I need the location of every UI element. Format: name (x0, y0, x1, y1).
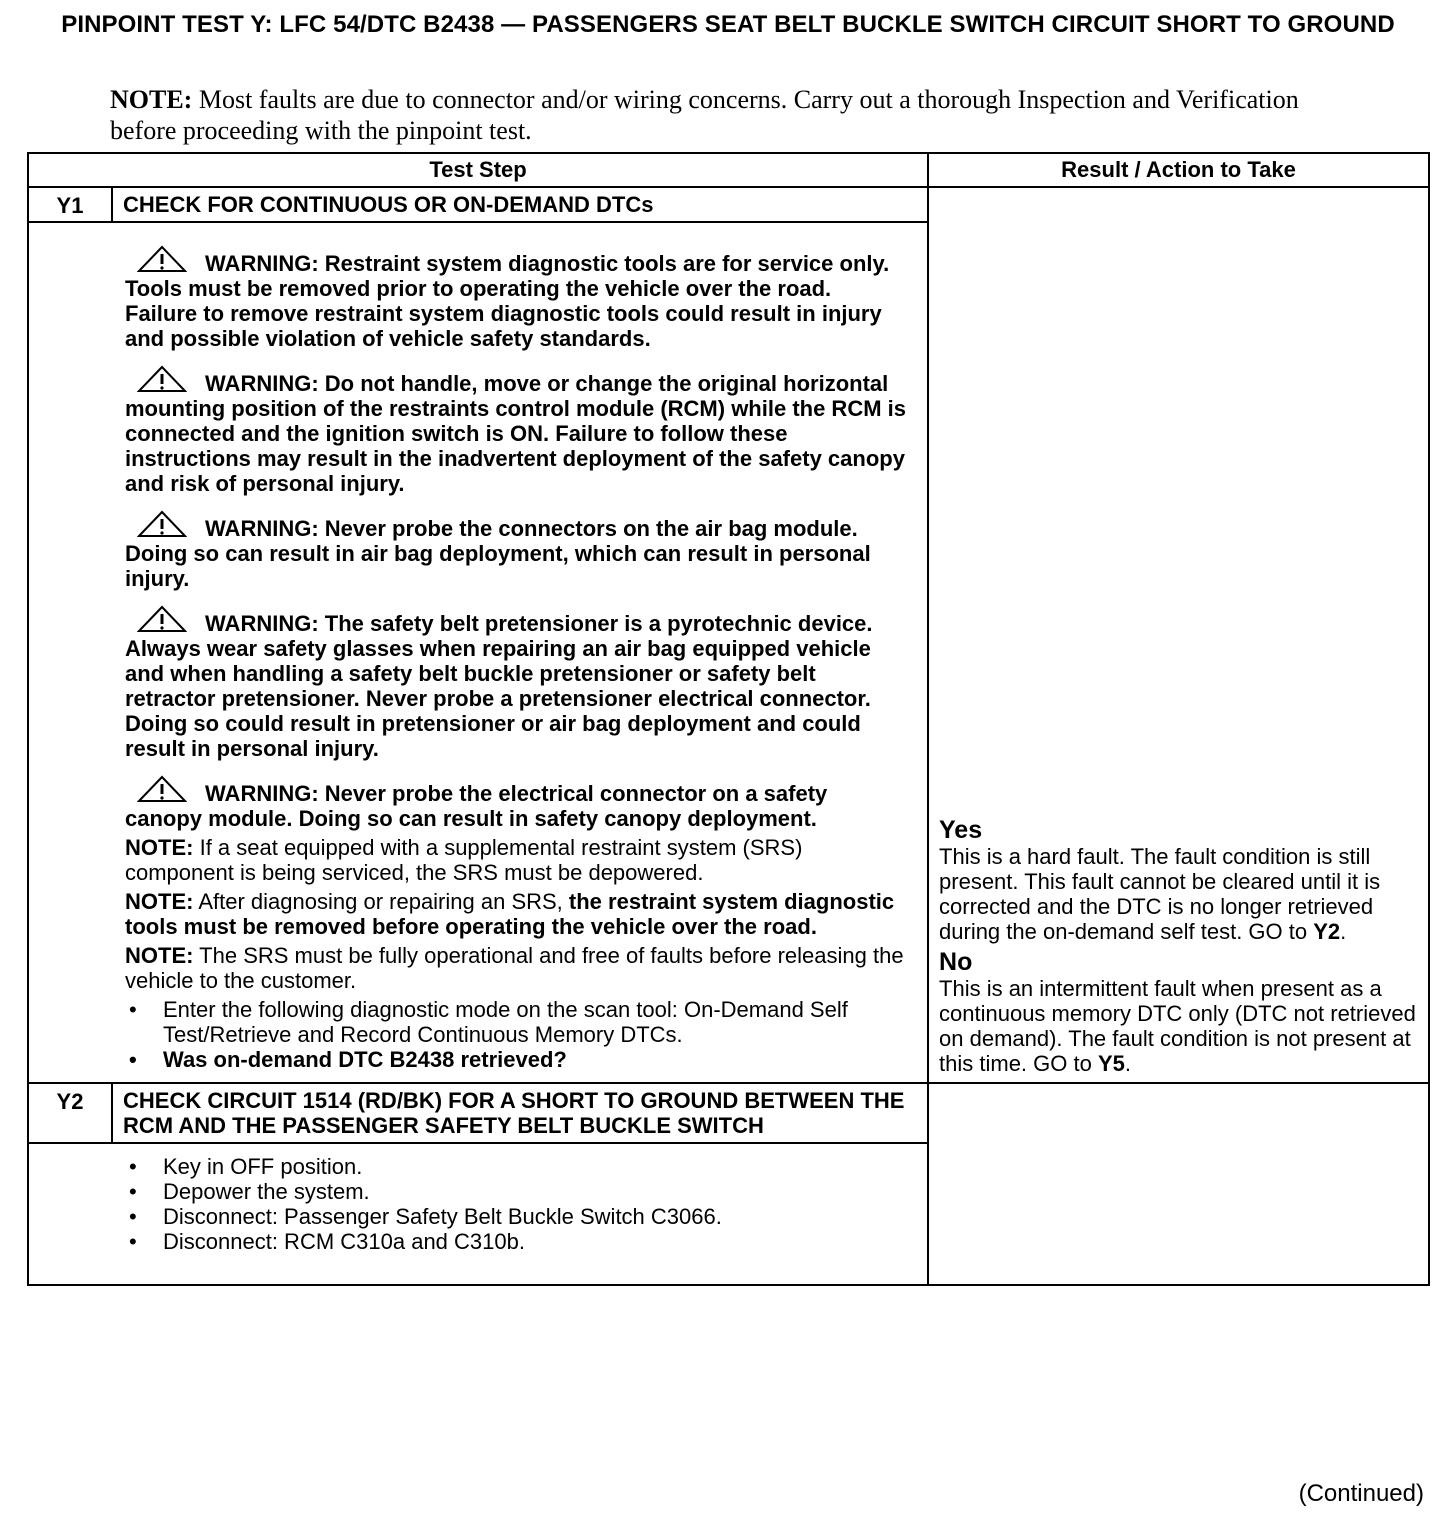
warning-triangle-icon (137, 605, 187, 633)
continued-label: (Continued) (1298, 1480, 1424, 1507)
warning-text-4: WARNING: The safety belt pretensioner is a pyrotechnic device. Always wear safety glasses when repairing an air bag equipped vehicle and when handling a safety belt buckle pretensioner or safety belt retractor pretensioner. Never probe a pretensioner electrical connector. Doing so could result in pretensioner or air bag deployment and could result in personal injury. (125, 611, 873, 761)
result-no-label: No (939, 948, 973, 976)
pinpoint-table (27, 152, 1430, 1286)
step-body-y2 (28, 1143, 928, 1285)
goto-y2-link[interactable]: Y2 (1313, 919, 1341, 944)
result-no-text: This is an intermittent fault when present as a continuous memory DTC only (DTC not retrieved on demand). The fault condition is not present at this time. GO to Y5. (939, 976, 1416, 1076)
warning-triangle-icon (137, 775, 187, 803)
step-number-y1: Y1 (28, 187, 112, 222)
warning-1 (125, 245, 907, 351)
step-y1-bullets (125, 997, 907, 1072)
result-cell-y2 (928, 1083, 1429, 1285)
step-number-y2: Y2 (28, 1083, 112, 1143)
intro-note-label: NOTE: (110, 85, 193, 114)
result-yes-label: Yes (939, 816, 983, 844)
header-result: Result / Action to Take (928, 153, 1429, 187)
note-3-label: NOTE: (125, 943, 194, 968)
warning-text-1: WARNING: Restraint system diagnostic tools are for service only. Tools must be removed prior to operating the vehicle over the road. Failure to remove restraint system diagnostic tools could result in injury and possible violation of vehicle safety standards. (125, 251, 890, 351)
list-item: • Enter the following diagnostic mode on the scan tool: On-Demand Self Test/Retrieve and Record Continuous Memory DTCs. (125, 997, 907, 1047)
list-item: • Disconnect: RCM C310a and C310b. (125, 1229, 907, 1254)
page-title: PINPOINT TEST Y: LFC 54/DTC B2438 — PASSENGERS SEAT BELT BUCKLE SWITCH CIRCUIT SHORT TO GROUND (61, 11, 1395, 38)
list-item: • Depower the system. (125, 1179, 907, 1204)
step-y1-heading-row (28, 187, 1429, 222)
note-2-bold-text: the restraint system diagnostic tools must be removed before operating the vehicle over the road. (125, 889, 895, 939)
intro-note-text: Most faults are due to connector and/or wiring concerns. Carry out a thorough Inspection and Verification before proceeding with the pinpoint test. (110, 85, 1299, 145)
warning-4 (125, 605, 907, 761)
result-cell-y1 (928, 187, 1429, 1083)
step-y2-heading-row (28, 1083, 1429, 1143)
warning-triangle-icon (137, 510, 187, 538)
header-test-step: Test Step (28, 153, 928, 187)
intro-note (110, 84, 1310, 146)
goto-y5-link[interactable]: Y5 (1097, 1051, 1125, 1076)
note-2-text: After diagnosing or repairing an SRS, (198, 889, 563, 914)
step-y2-bullets (125, 1154, 907, 1254)
note-3 (125, 943, 907, 993)
warning-text-3: WARNING: Never probe the connectors on the air bag module. Doing so can result in air bag deployment, which can result in personal injury. (125, 516, 871, 591)
warning-3 (125, 510, 907, 591)
warning-triangle-icon (137, 365, 187, 393)
warning-text-5: WARNING: Never probe the electrical connector on a safety canopy module. Doing so can result in safety canopy deployment. (125, 781, 828, 831)
step-heading-y2: CHECK CIRCUIT 1514 (RD/BK) FOR A SHORT TO GROUND BETWEEN THE RCM AND THE PASSENGER SAFETY BELT BUCKLE SWITCH (112, 1083, 928, 1143)
note-1 (125, 835, 907, 885)
step-heading-y1: CHECK FOR CONTINUOUS OR ON-DEMAND DTCs (112, 187, 928, 222)
warning-5 (125, 775, 907, 831)
list-item: • Disconnect: Passenger Safety Belt Buckle Switch C3066. (125, 1204, 907, 1229)
warning-text-2: WARNING: Do not handle, move or change the original horizontal mounting position of the restraints control module (RCM) while the RCM is connected and the ignition switch is ON. Failure to follow these instructions may result in the inadvertent deployment of the safety canopy and risk of personal injury. (125, 371, 906, 496)
note-3-text: The SRS must be fully operational and free of faults before releasing the vehicle to the customer. (125, 943, 904, 993)
list-item-question: • Was on-demand DTC B2438 retrieved? (125, 1047, 907, 1072)
note-1-text: If a seat equipped with a supplemental restraint system (SRS) component is being serviced, the SRS must be depowered. (125, 835, 803, 885)
step-body-y1 (28, 222, 928, 1083)
list-item: • Key in OFF position. (125, 1154, 907, 1179)
result-yes-text: This is a hard fault. The fault condition is still present. This fault cannot be cleared until it is corrected and the DTC is no longer retrieved during the on-demand self test. GO to Y2. (939, 844, 1381, 944)
note-1-label: NOTE: (125, 835, 194, 860)
note-2 (125, 889, 907, 939)
warning-triangle-icon (137, 245, 187, 273)
result-no-desc: This is an intermittent fault when present as a continuous memory DTC only (DTC not retrieved on demand). The fault condition is not present at this time. GO to (939, 976, 1416, 1076)
note-2-label: NOTE: (125, 889, 194, 914)
warning-2 (125, 365, 907, 496)
result-yes-desc: This is a hard fault. The fault condition is still present. This fault cannot be cleared until it is corrected and the DTC is no longer retrieved during the on-demand self test. GO to (939, 844, 1381, 944)
table-header-row (28, 153, 1429, 187)
